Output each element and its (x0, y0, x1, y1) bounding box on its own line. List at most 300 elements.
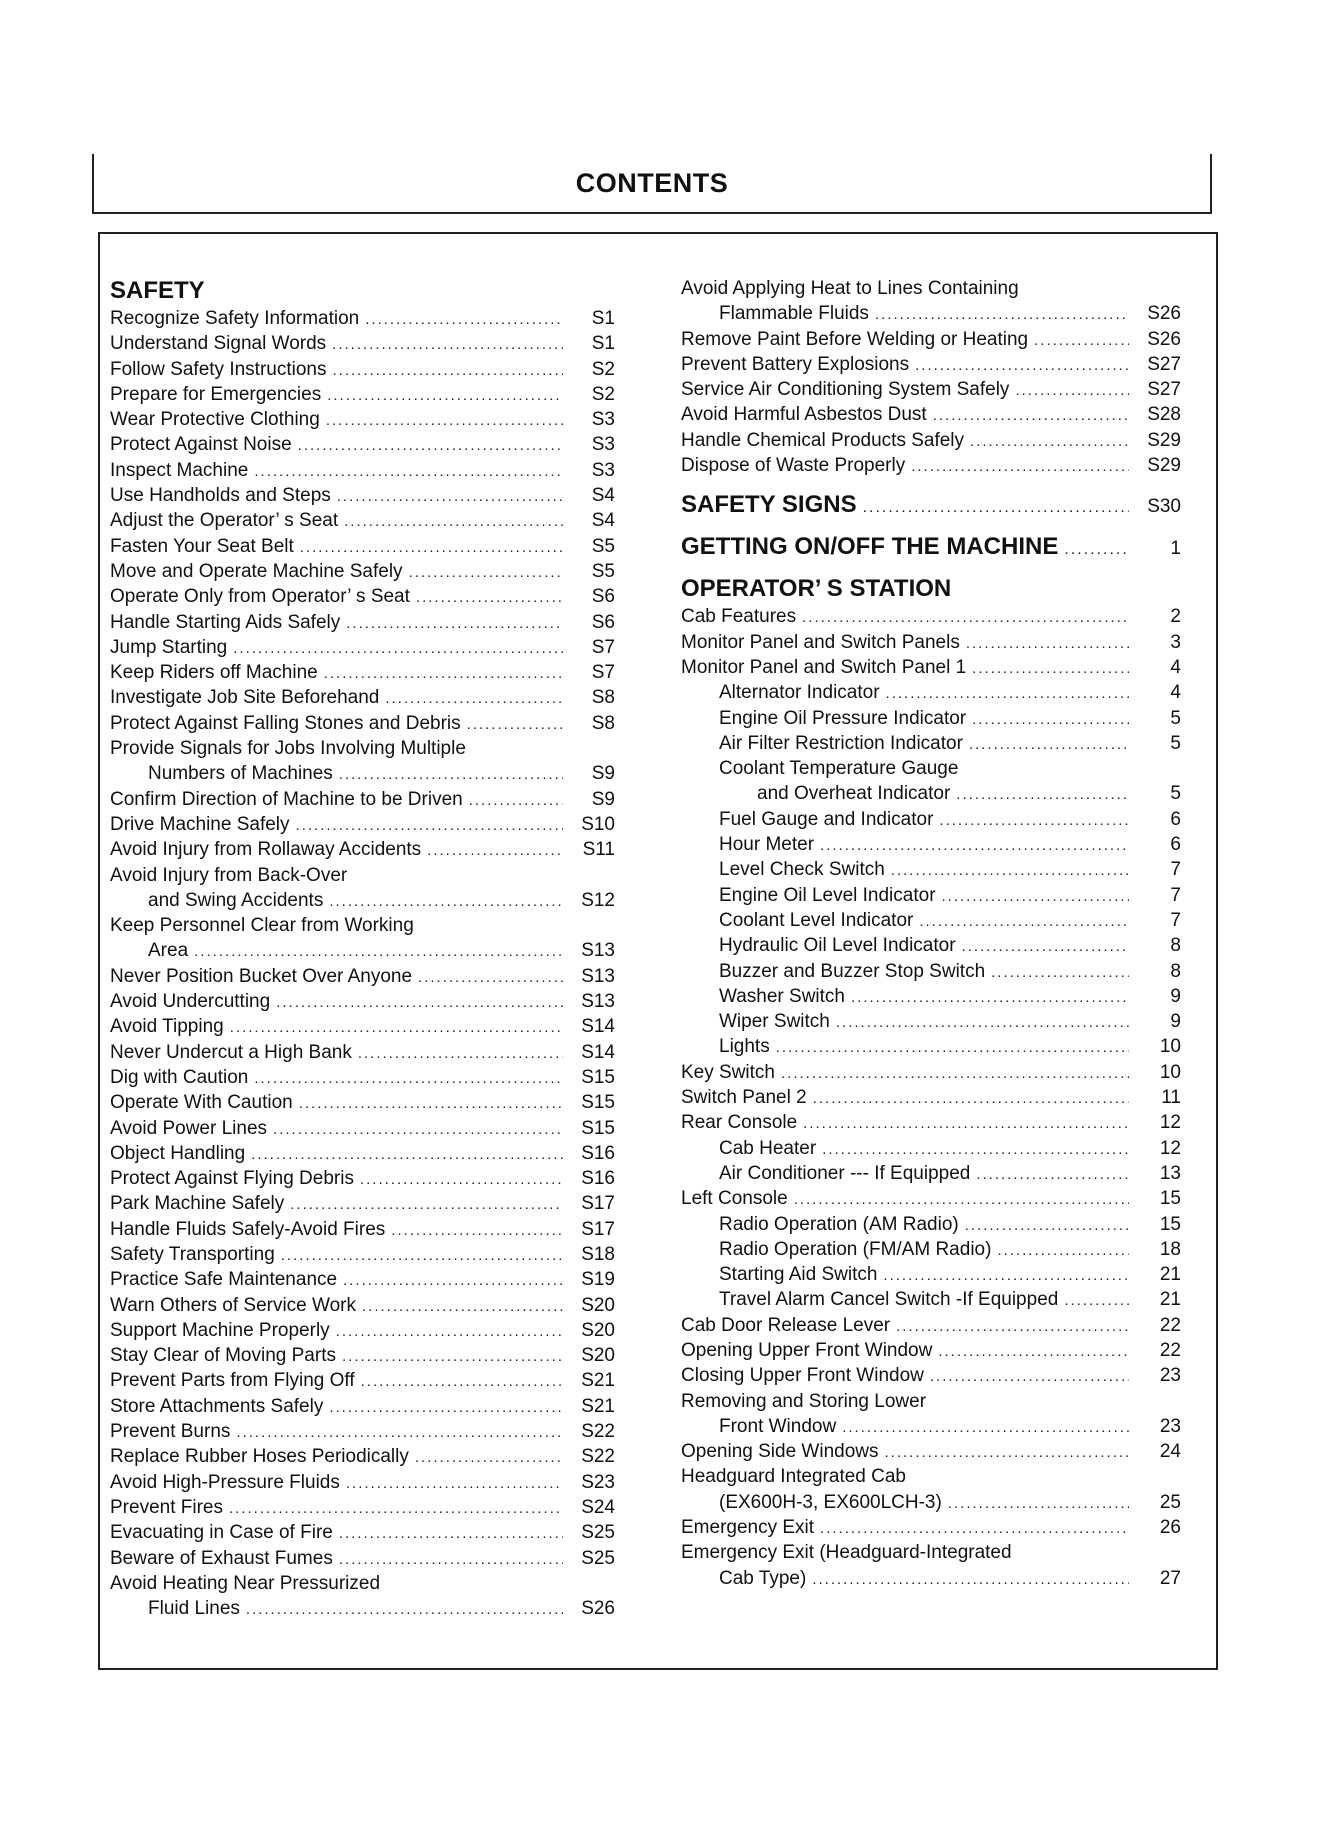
leader-dots (346, 611, 563, 635)
toc-entry[interactable] (681, 604, 1181, 629)
page-number: 6 (1170, 834, 1181, 856)
page-number: S8 (591, 687, 615, 709)
page-number: S29 (1147, 429, 1181, 451)
toc-entry[interactable] (681, 883, 1181, 908)
safety-entries-continued (681, 276, 1181, 478)
toc-entry-title: Avoid Injury from Back-Over (110, 864, 348, 886)
page-number: S3 (591, 434, 615, 456)
toc-entry[interactable] (681, 1034, 1181, 1059)
page-number: 24 (1159, 1441, 1181, 1463)
toc-entry[interactable] (110, 559, 615, 584)
page-number: S16 (581, 1168, 615, 1190)
toc-entry-title: Removing and Storing Lower (681, 1390, 927, 1412)
toc-entry[interactable] (681, 832, 1181, 857)
page-number: 26 (1159, 1517, 1181, 1539)
toc-entry[interactable] (681, 655, 1181, 680)
page-number: S16 (581, 1142, 615, 1164)
toc-entry[interactable] (110, 938, 615, 963)
leader-dots (418, 965, 563, 989)
toc-entry-title: Safety Transporting (110, 1243, 275, 1265)
toc-entry-title: Park Machine Safely (110, 1193, 285, 1215)
page-number: S21 (581, 1370, 615, 1392)
toc-entry[interactable] (681, 1085, 1181, 1110)
toc-entry[interactable] (681, 1439, 1181, 1464)
leader-dots (875, 302, 1129, 326)
page-number: 4 (1170, 656, 1181, 678)
toc-entry[interactable] (110, 736, 615, 761)
toc-entry-title: Drive Machine Safely (110, 813, 290, 835)
toc-entry[interactable] (110, 1040, 615, 1065)
toc-entry[interactable] (110, 508, 615, 533)
leader-dots (251, 1142, 563, 1166)
leader-dots (911, 454, 1129, 478)
toc-entry-title: Engine Oil Level Indicator (719, 884, 936, 906)
toc-entry-title: Fluid Lines (148, 1598, 240, 1620)
toc-entry[interactable] (681, 327, 1181, 352)
toc-entry[interactable] (681, 1186, 1181, 1211)
toc-entry[interactable] (681, 1060, 1181, 1085)
toc-entry[interactable] (110, 1470, 615, 1495)
leader-dots (938, 1339, 1129, 1363)
toc-entry[interactable] (110, 787, 615, 812)
toc-entry-title: Prevent Fires (110, 1496, 223, 1518)
toc-entry-title: Avoid Power Lines (110, 1117, 268, 1139)
leader-dots (1015, 378, 1129, 402)
toc-entry[interactable] (110, 812, 615, 837)
toc-entry[interactable] (110, 660, 615, 685)
toc-entry-title: Emergency Exit (Headguard-Integrated (681, 1542, 1012, 1564)
toc-entry[interactable] (681, 1566, 1181, 1591)
leader-dots (344, 509, 563, 533)
leader-dots (327, 383, 563, 407)
leader-dots (794, 1187, 1129, 1211)
toc-entry-title: Cab Door Release Lever (681, 1314, 891, 1336)
toc-entry-title: and Overheat Indicator (757, 783, 951, 805)
toc-entry[interactable] (110, 711, 615, 736)
page-number: S5 (591, 560, 615, 582)
toc-entry-title: Beware of Exhaust Fumes (110, 1547, 333, 1569)
leader-dots (339, 1547, 563, 1571)
toc-entry-title: Evacuating in Case of Fire (110, 1522, 333, 1544)
toc-entry[interactable] (681, 352, 1181, 377)
toc-entry[interactable] (110, 989, 615, 1014)
toc-entry[interactable] (681, 630, 1181, 655)
section-title-getting-on-off: GETTING ON/OFF THE MACHINE (681, 533, 1059, 561)
toc-entry-title: Fasten Your Seat Belt (110, 535, 294, 557)
toc-entry-title: Warn Others of Service Work (110, 1294, 357, 1316)
toc-entry-title: Air Conditioner --- If Equipped (719, 1162, 971, 1184)
toc-entry[interactable] (681, 1338, 1181, 1363)
toc-entry-title: Washer Switch (719, 985, 845, 1007)
toc-entry[interactable] (681, 680, 1181, 705)
toc-entry[interactable] (110, 1166, 615, 1191)
toc-entry[interactable] (110, 635, 615, 660)
toc-entry[interactable] (681, 1009, 1181, 1034)
toc-entry[interactable] (681, 1313, 1181, 1338)
leader-dots (415, 1445, 563, 1469)
leader-dots (409, 560, 563, 584)
leader-dots (360, 1167, 563, 1191)
page-number: S6 (591, 611, 615, 633)
leader-dots (362, 1294, 563, 1318)
toc-entry[interactable] (110, 1571, 615, 1596)
toc-entry[interactable] (110, 1495, 615, 1520)
page-number: 21 (1159, 1264, 1181, 1286)
toc-entry-title: Keep Personnel Clear from Working (110, 915, 414, 937)
page-number: S26 (581, 1598, 615, 1620)
toc-entry-title: and Swing Accidents (148, 889, 324, 911)
page-number: S13 (581, 991, 615, 1013)
page-number: 7 (1170, 909, 1181, 931)
leader-dots (970, 429, 1129, 453)
toc-entry[interactable] (110, 1419, 615, 1444)
page-number: S30 (1147, 496, 1181, 518)
page-number: 8 (1170, 935, 1181, 957)
leader-dots (300, 535, 563, 559)
toc-entry-title: Flammable Fluids (719, 303, 869, 325)
toc-entry[interactable] (681, 706, 1181, 731)
toc-entry-title: Cab Heater (719, 1137, 817, 1159)
page-number: S4 (591, 485, 615, 507)
toc-entry[interactable] (110, 1090, 615, 1115)
page-number: S2 (591, 383, 615, 405)
toc-entry[interactable] (681, 1464, 1181, 1489)
toc-entry[interactable] (110, 964, 615, 989)
page-number: S2 (591, 358, 615, 380)
page-number: S1 (591, 333, 615, 355)
leader-dots (885, 1440, 1130, 1464)
toc-entry[interactable] (681, 1212, 1181, 1237)
toc-entry[interactable] (110, 1520, 615, 1545)
safety-entries (110, 306, 615, 1621)
toc-entry[interactable] (110, 1343, 615, 1368)
toc-entry[interactable] (110, 534, 615, 559)
leader-dots (1034, 328, 1129, 352)
page-number: 8 (1170, 960, 1181, 982)
leader-dots (326, 408, 563, 432)
toc-entry[interactable] (110, 1141, 615, 1166)
toc-entry[interactable] (110, 1217, 615, 1242)
leader-dots (776, 1035, 1129, 1059)
toc-entry-title: Prevent Burns (110, 1421, 231, 1443)
page-number: 10 (1159, 1036, 1181, 1058)
toc-entry[interactable] (681, 1414, 1181, 1439)
toc-entry-title: Radio Operation (FM/AM Radio) (719, 1238, 992, 1260)
page-number: S25 (581, 1522, 615, 1544)
page-number: 22 (1159, 1314, 1181, 1336)
toc-entry[interactable] (110, 863, 615, 888)
leader-dots (976, 1162, 1129, 1186)
toc-entry[interactable] (681, 1363, 1181, 1388)
leader-dots (391, 1218, 563, 1242)
contents-header (92, 154, 1212, 214)
toc-entry[interactable] (681, 1110, 1181, 1135)
toc-entry-title: Remove Paint Before Welding or Heating (681, 328, 1029, 350)
leader-dots (281, 1243, 563, 1267)
leader-dots (276, 990, 563, 1014)
toc-entry[interactable] (681, 1237, 1181, 1262)
page-number: 23 (1159, 1415, 1181, 1437)
toc-entry[interactable] (110, 1444, 615, 1469)
section-title-safety-signs: SAFETY SIGNS (681, 491, 857, 519)
toc-entry[interactable] (110, 1267, 615, 1292)
toc-entry-title: Dispose of Waste Properly (681, 455, 906, 477)
page-number: 2 (1170, 606, 1181, 628)
page-number: S17 (581, 1218, 615, 1240)
toc-entry[interactable] (681, 1540, 1181, 1565)
leader-dots (969, 732, 1129, 756)
page-number: S15 (581, 1092, 615, 1114)
toc-entry[interactable] (110, 685, 615, 710)
page-number: S14 (581, 1016, 615, 1038)
toc-entry-title: Practice Safe Maintenance (110, 1269, 338, 1291)
page-number: S6 (591, 586, 615, 608)
leader-dots (332, 358, 563, 382)
toc-entry[interactable] (681, 301, 1181, 326)
toc-entry-title: Left Console (681, 1188, 788, 1210)
toc-entry[interactable] (110, 584, 615, 609)
toc-entry[interactable] (110, 1065, 615, 1090)
toc-entry[interactable] (681, 984, 1181, 1009)
page-number: S14 (581, 1041, 615, 1063)
leader-dots (290, 1192, 563, 1216)
page-number: 1 (1170, 538, 1181, 560)
page-number: S19 (581, 1269, 615, 1291)
page-number: S10 (581, 813, 615, 835)
page-number: 21 (1159, 1289, 1181, 1311)
page-number: 15 (1159, 1188, 1181, 1210)
leader-dots (339, 762, 563, 786)
toc-entry[interactable] (681, 1161, 1181, 1186)
page-number: 23 (1159, 1365, 1181, 1387)
page-number: 7 (1170, 884, 1181, 906)
toc-entry-title: Cab Type) (719, 1567, 807, 1589)
toc-entry[interactable] (681, 1490, 1181, 1515)
toc-entry[interactable] (110, 913, 615, 938)
toc-entry-title: Operate Only from Operator’ s Seat (110, 586, 410, 608)
toc-entry[interactable] (110, 306, 615, 331)
leader-dots (915, 353, 1129, 377)
toc-entry[interactable] (681, 377, 1181, 402)
leader-dots (965, 1213, 1129, 1237)
page-number: S24 (581, 1496, 615, 1518)
page-number: S12 (581, 889, 615, 911)
page-number: 27 (1159, 1567, 1181, 1589)
toc-entry[interactable] (110, 761, 615, 786)
leader-dots (346, 1471, 563, 1495)
page-number: S26 (1147, 328, 1181, 350)
leader-dots (942, 884, 1129, 908)
page-number: S29 (1147, 455, 1181, 477)
page-number: S22 (581, 1421, 615, 1443)
toc-entry-title: Object Handling (110, 1142, 246, 1164)
toc-entry[interactable] (110, 1191, 615, 1216)
toc-entry[interactable] (681, 453, 1181, 478)
toc-entry-title: Hydraulic Oil Level Indicator (719, 935, 956, 957)
toc-entry-title: Prevent Battery Explosions (681, 353, 910, 375)
page-number: 11 (1161, 1087, 1181, 1109)
toc-entry-title: Opening Upper Front Window (681, 1339, 933, 1361)
toc-entry[interactable] (110, 888, 615, 913)
toc-entry[interactable] (681, 731, 1181, 756)
toc-entry[interactable] (681, 402, 1181, 427)
leader-dots (891, 858, 1129, 882)
toc-entry[interactable] (681, 756, 1181, 781)
toc-entry[interactable] (681, 959, 1181, 984)
page-number: S3 (591, 459, 615, 481)
toc-entry[interactable] (110, 610, 615, 635)
toc-entry[interactable] (681, 908, 1181, 933)
leader-dots (972, 656, 1129, 680)
leader-dots (813, 1086, 1129, 1110)
toc-entry[interactable] (110, 357, 615, 382)
leader-dots (385, 686, 563, 710)
toc-entry-title: Avoid Injury from Rollaway Accidents (110, 839, 422, 861)
page-number: 15 (1159, 1213, 1181, 1235)
toc-entry-title: Area (148, 940, 189, 962)
leader-dots (246, 1597, 563, 1621)
leader-dots (324, 661, 563, 685)
leader-dots (933, 403, 1129, 427)
toc-entry-safety-signs[interactable] (681, 490, 1181, 520)
toc-entry-title: Closing Upper Front Window (681, 1365, 924, 1387)
toc-entry[interactable] (681, 1515, 1181, 1540)
page-number: S27 (1147, 379, 1181, 401)
toc-entry-title: Replace Rubber Hoses Periodically (110, 1446, 409, 1468)
toc-entry-title: Never Undercut a High Bank (110, 1041, 352, 1063)
leader-dots (254, 1066, 563, 1090)
page-number: 9 (1170, 985, 1181, 1007)
toc-entry-title: Use Handholds and Steps (110, 485, 331, 507)
page-number: S3 (591, 409, 615, 431)
toc-entry[interactable] (110, 1546, 615, 1571)
toc-entry-title: Opening Side Windows (681, 1441, 879, 1463)
toc-entry[interactable] (681, 857, 1181, 882)
leader-dots (329, 889, 563, 913)
toc-entry[interactable] (110, 1318, 615, 1343)
toc-entry-title: Headguard Integrated Cab (681, 1466, 906, 1488)
toc-entry[interactable] (110, 1293, 615, 1318)
leader-dots (233, 636, 563, 660)
toc-entry[interactable] (110, 458, 615, 483)
toc-entry-title: Investigate Job Site Beforehand (110, 687, 380, 709)
toc-entry-getting-on-off[interactable] (681, 532, 1181, 562)
leader-dots (254, 459, 563, 483)
leader-dots (229, 1496, 563, 1520)
toc-entry[interactable] (110, 1116, 615, 1141)
toc-entry[interactable] (110, 483, 615, 508)
toc-entry-title: Dig with Caution (110, 1066, 249, 1088)
toc-entry[interactable] (110, 837, 615, 862)
toc-entry-title: Air Filter Restriction Indicator (719, 732, 963, 754)
page-number: 13 (1159, 1162, 1181, 1184)
leader-dots (803, 1111, 1129, 1135)
toc-entry[interactable] (681, 1262, 1181, 1287)
page-number: S4 (591, 510, 615, 532)
toc-entry[interactable] (681, 276, 1181, 301)
page-number: S26 (1147, 303, 1181, 325)
toc-entry-title: Switch Panel 2 (681, 1087, 807, 1109)
page-number: S25 (581, 1547, 615, 1569)
toc-entry[interactable] (110, 382, 615, 407)
toc-entry-title: Emergency Exit (681, 1517, 815, 1539)
leader-dots (343, 1268, 563, 1292)
toc-entry-title: Level Check Switch (719, 859, 885, 881)
page-number: 9 (1170, 1011, 1181, 1033)
page-number: S7 (591, 636, 615, 658)
toc-entry-title: Cab Features (681, 606, 797, 628)
toc-entry-title: Handle Chemical Products Safely (681, 429, 965, 451)
leader-dots (342, 1344, 563, 1368)
page-title: CONTENTS (575, 168, 729, 198)
toc-entry[interactable] (110, 1368, 615, 1393)
toc-entry[interactable] (110, 331, 615, 356)
leader-dots (427, 838, 563, 862)
leader-dots (339, 1521, 563, 1545)
toc-entry[interactable] (681, 428, 1181, 453)
page-number: S18 (581, 1243, 615, 1265)
toc-entry-title: Handle Starting Aids Safely (110, 611, 341, 633)
toc-entry-title: Provide Signals for Jobs Involving Multiple (110, 738, 466, 760)
leader-dots (194, 939, 563, 963)
toc-entry-title: Keep Riders off Machine (110, 662, 318, 684)
toc-entry-title: Jump Starting (110, 636, 228, 658)
toc-entry-title: Avoid Tipping (110, 1016, 224, 1038)
page-number: 25 (1159, 1491, 1181, 1513)
leader-dots (236, 1420, 563, 1444)
section-title-safety: SAFETY (110, 277, 205, 304)
toc-entry[interactable] (681, 807, 1181, 832)
toc-entry[interactable] (681, 1136, 1181, 1161)
toc-entry-title: Protect Against Falling Stones and Debris (110, 712, 461, 734)
contents-box (98, 232, 1218, 1670)
leader-dots (863, 499, 1129, 517)
page-number: 6 (1170, 808, 1181, 830)
page-number: S13 (581, 940, 615, 962)
toc-entry[interactable] (110, 407, 615, 432)
toc-entry-title: Never Position Bucket Over Anyone (110, 965, 413, 987)
leader-dots (365, 307, 563, 331)
toc-entry[interactable] (681, 933, 1181, 958)
page-number: S17 (581, 1193, 615, 1215)
leader-dots (332, 332, 563, 356)
toc-entry-title: Wear Protective Clothing (110, 409, 320, 431)
leader-dots (962, 934, 1129, 958)
leader-dots (802, 605, 1129, 629)
leader-dots (972, 707, 1129, 731)
leader-dots (812, 1567, 1129, 1591)
leader-dots (329, 1395, 563, 1419)
toc-entry-title: Coolant Level Indicator (719, 909, 914, 931)
toc-entry[interactable] (110, 432, 615, 457)
toc-entry-title: Avoid Heating Near Pressurized (110, 1572, 381, 1594)
toc-entry[interactable] (110, 1596, 615, 1621)
leader-dots (836, 1010, 1129, 1034)
page-number: 22 (1159, 1339, 1181, 1361)
toc-entry[interactable] (681, 781, 1181, 806)
page-number: 5 (1170, 783, 1181, 805)
toc-entry[interactable] (681, 1389, 1181, 1414)
toc-entry[interactable] (110, 1394, 615, 1419)
toc-entry[interactable] (110, 1014, 615, 1039)
toc-entry[interactable] (681, 1287, 1181, 1312)
leader-dots (299, 1091, 563, 1115)
leader-dots (842, 1415, 1129, 1439)
leader-dots (1064, 541, 1129, 559)
leader-dots (296, 813, 563, 837)
toc-entry[interactable] (110, 1242, 615, 1267)
leader-dots (939, 808, 1129, 832)
